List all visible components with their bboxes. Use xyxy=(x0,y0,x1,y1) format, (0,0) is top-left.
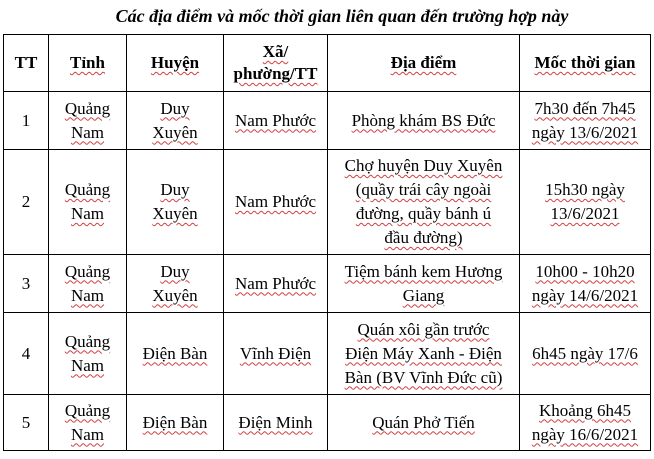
cell-line: Giang xyxy=(402,285,445,305)
header-tinh xyxy=(49,35,127,92)
header-tinh-label: Tỉnh xyxy=(70,53,105,72)
cell-line: Nam xyxy=(70,355,105,375)
cell-tt: 1 xyxy=(4,92,49,150)
cell-tinh xyxy=(49,92,127,150)
cell-line: Quảng xyxy=(64,98,111,118)
cell-xa xyxy=(224,395,328,451)
table-row xyxy=(4,150,651,255)
cell-tinh xyxy=(49,150,127,255)
cell-line: 15h30 ngày xyxy=(545,180,625,199)
header-moc-label: Mốc thời gian xyxy=(534,53,636,72)
caption-text: Các địa điểm và mốc thời gian liên quan đến trường hợp này xyxy=(115,6,569,26)
cell-line: ngày 13/6/2021 xyxy=(531,122,639,142)
cell-huyen xyxy=(127,313,224,395)
locations-table xyxy=(3,34,651,451)
cell-line: (quầy trái cây ngoài xyxy=(355,180,492,199)
cell-line: Chợ huyện Duy Xuyên xyxy=(344,156,503,175)
cell-line: Nam xyxy=(70,122,105,142)
cell-moc-thoi-gian xyxy=(520,150,651,255)
cell-line: 7h30 đến 7h45 xyxy=(534,98,636,118)
cell-huyen xyxy=(127,150,224,255)
cell-line: Nam Phước xyxy=(235,273,316,293)
cell-xa xyxy=(224,150,328,255)
header-dia-diem xyxy=(328,35,520,92)
cell-line: 10h00 - 10h20 xyxy=(535,261,635,281)
table-row xyxy=(4,395,651,451)
cell-line: Duy xyxy=(160,98,190,118)
cell-line: ngày 14/6/2021 xyxy=(531,285,639,305)
header-xa-line1: Xã/ xyxy=(262,42,289,61)
cell-dia-diem xyxy=(328,92,520,150)
cell-tt: 5 xyxy=(4,395,49,451)
header-huyen xyxy=(127,35,224,92)
cell-line: 13/6/2021 xyxy=(550,204,620,223)
header-xa-line2: phường/TT xyxy=(233,64,318,83)
cell-line: Xuyên xyxy=(152,285,198,305)
cell-xa xyxy=(224,255,328,313)
cell-line: Xuyên xyxy=(152,122,198,142)
cell-xa xyxy=(224,92,328,150)
cell-tinh xyxy=(49,395,127,451)
cell-line: Điện Minh xyxy=(238,412,313,432)
cell-dia-diem xyxy=(328,313,520,395)
cell-line: Nam Phước xyxy=(235,192,316,211)
header-tt: TT xyxy=(4,35,49,92)
cell-xa xyxy=(224,313,328,395)
table-row xyxy=(4,92,651,150)
cell-line: đường, quầy bánh ú xyxy=(355,204,492,223)
cell-moc-thoi-gian xyxy=(520,92,651,150)
cell-line: đầu đường) xyxy=(384,228,463,247)
cell-line: Khoảng 6h45 xyxy=(538,400,632,420)
cell-line: Nam xyxy=(70,424,105,444)
cell-dia-diem xyxy=(328,255,520,313)
cell-line: ngày 16/6/2021 xyxy=(531,424,639,444)
cell-moc-thoi-gian xyxy=(520,313,651,395)
cell-line: Quán Phở Tiến xyxy=(372,412,475,432)
cell-line: Nam xyxy=(70,204,105,223)
cell-line: Nam Phước xyxy=(235,110,316,130)
cell-line: Nam xyxy=(70,285,105,305)
cell-dia-diem xyxy=(328,150,520,255)
cell-huyen xyxy=(127,395,224,451)
cell-line: Quán xôi gần trước xyxy=(357,319,490,339)
cell-line: Tiệm bánh kem Hương xyxy=(344,261,503,281)
cell-line: Duy xyxy=(160,180,190,199)
cell-line: Duy xyxy=(160,261,190,281)
cell-tt: 3 xyxy=(4,255,49,313)
cell-line: Vĩnh Điện xyxy=(239,343,312,363)
header-moc-thoi-gian xyxy=(520,35,651,92)
header-row xyxy=(4,35,651,92)
header-dia-diem-label: Địa điểm xyxy=(390,53,457,72)
table-row xyxy=(4,313,651,395)
cell-line: Bàn (BV Vĩnh Đức cũ) xyxy=(344,367,503,387)
cell-tinh xyxy=(49,313,127,395)
cell-tinh xyxy=(49,255,127,313)
table-row xyxy=(4,255,651,313)
cell-line: Điện Bàn xyxy=(142,343,208,363)
cell-moc-thoi-gian xyxy=(520,395,651,451)
cell-line: Quảng xyxy=(64,180,111,199)
table-caption xyxy=(0,6,654,27)
cell-huyen xyxy=(127,92,224,150)
cell-line: Quảng xyxy=(64,331,111,351)
cell-moc-thoi-gian xyxy=(520,255,651,313)
cell-dia-diem xyxy=(328,395,520,451)
cell-line: Điện Máy Xanh - Điện xyxy=(345,343,502,363)
header-huyen-label: Huyện xyxy=(150,53,200,72)
cell-line: Quảng xyxy=(64,261,111,281)
cell-tt: 2 xyxy=(4,150,49,255)
cell-tt: 4 xyxy=(4,313,49,395)
header-xa xyxy=(224,35,328,92)
cell-line: Điện Bàn xyxy=(142,412,208,432)
cell-line: 6h45 ngày 17/6 xyxy=(532,343,638,363)
cell-line: Phòng khám BS Đức xyxy=(351,110,496,130)
cell-line: Quảng xyxy=(64,400,111,420)
cell-huyen xyxy=(127,255,224,313)
cell-line: Xuyên xyxy=(152,204,198,223)
